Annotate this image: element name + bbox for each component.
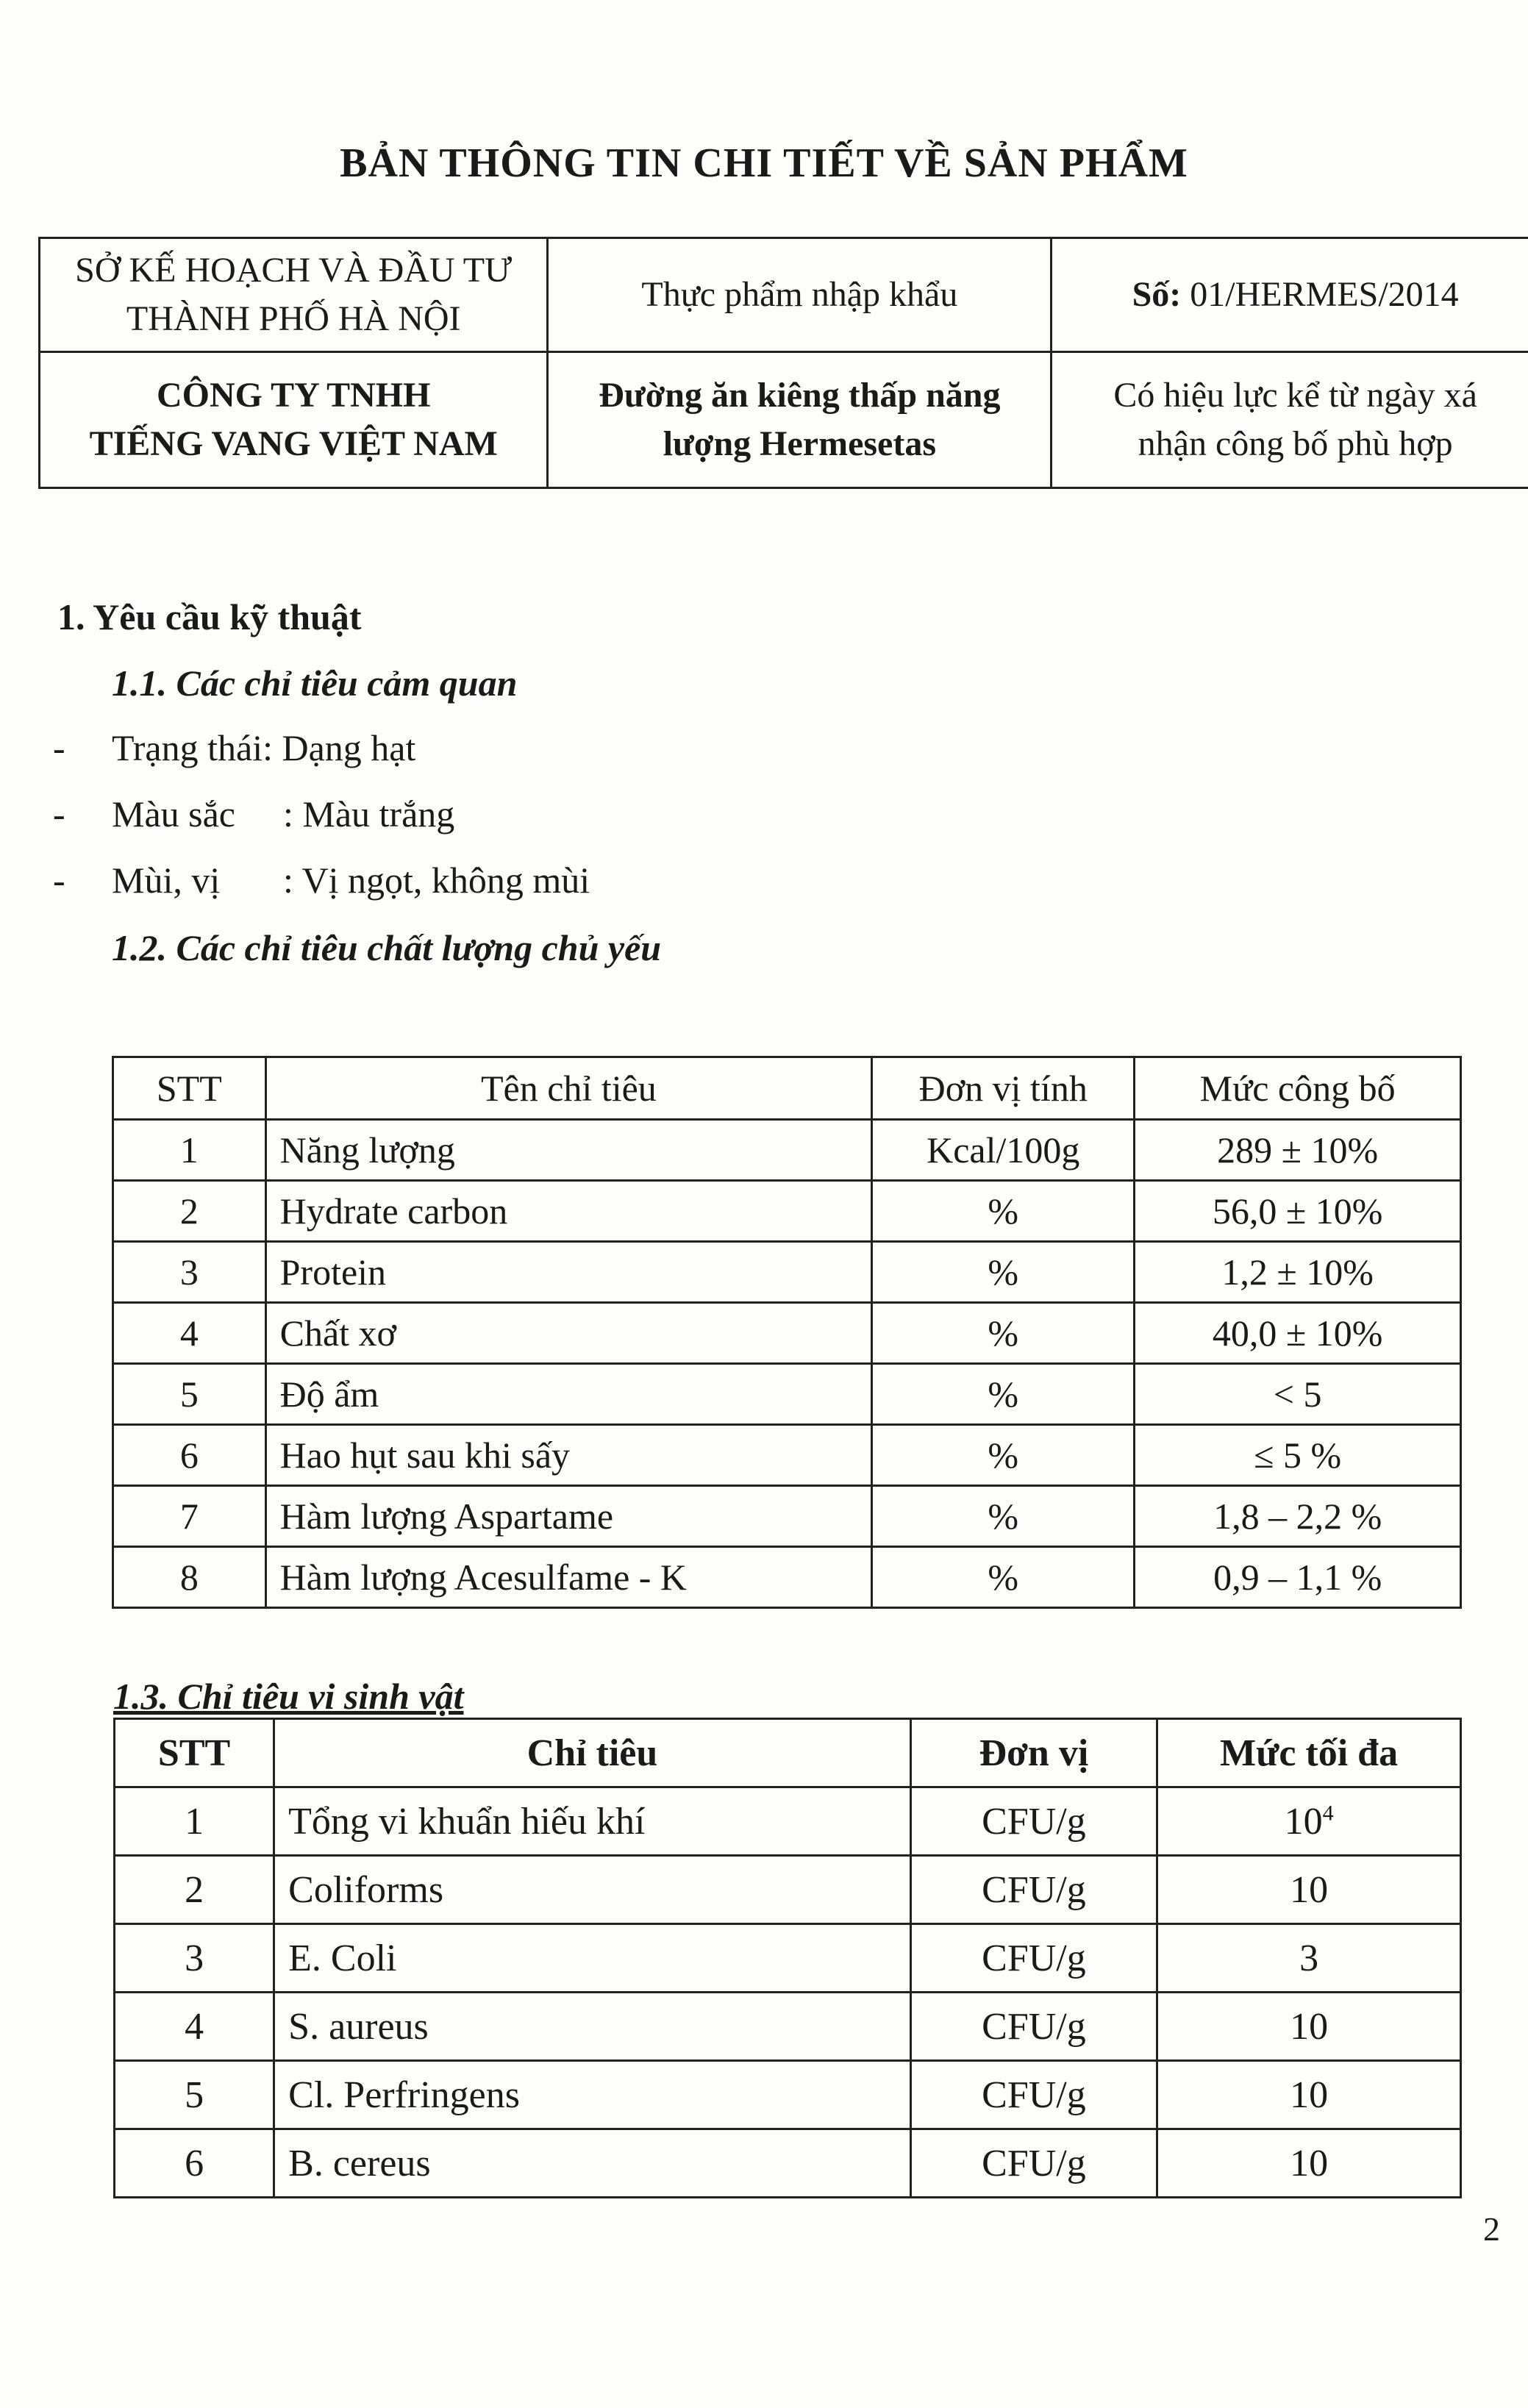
table-row <box>113 1242 1461 1303</box>
table-row <box>113 1486 1461 1547</box>
cell-unit: % <box>872 1425 1135 1486</box>
bullet-dash: - <box>53 727 65 768</box>
cell-name: B. cereus <box>274 2129 911 2198</box>
section-1-1-title: 1.1. Các chỉ tiêu cảm quan <box>112 662 518 704</box>
cell-stt: 6 <box>115 2129 274 2198</box>
agency-cell <box>40 238 548 352</box>
cell-unit: Kcal/100g <box>872 1120 1135 1181</box>
header-table <box>38 237 1528 489</box>
cell-unit: % <box>872 1242 1135 1303</box>
cell-stt: 1 <box>115 1787 274 1856</box>
cell-name: Chất xơ <box>265 1303 872 1364</box>
cell-value: ≤ 5 % <box>1135 1425 1461 1486</box>
cell-name: S. aureus <box>274 1993 911 2061</box>
number-label: Số: <box>1132 275 1182 314</box>
validity-cell <box>1052 352 1528 488</box>
cell-name: Hao hụt sau khi sấy <box>265 1425 872 1486</box>
header-cell: Đơn vị <box>910 1719 1157 1787</box>
cell-name: Hydrate carbon <box>265 1181 872 1242</box>
cell-stt: 3 <box>113 1242 266 1303</box>
company-line1: CÔNG TY TNHH <box>156 376 431 415</box>
header-cell: STT <box>115 1719 274 1787</box>
cell-unit: % <box>872 1303 1135 1364</box>
micro-table <box>113 1718 1462 2198</box>
company-line2: TIẾNG VANG VIỆT NAM <box>89 424 498 463</box>
bullet-dash: - <box>53 793 65 835</box>
cell-name: Cl. Perfringens <box>274 2061 911 2129</box>
validity-line2: nhận công bố phù hợp <box>1138 424 1453 463</box>
cell-value: 0,9 – 1,1 % <box>1135 1547 1461 1608</box>
category-cell: Thực phẩm nhập khẩu <box>548 238 1052 352</box>
cell-value: 1,8 – 2,2 % <box>1135 1486 1461 1547</box>
table-header-row <box>115 1719 1461 1787</box>
cell-value: 3 <box>1157 1924 1461 1993</box>
table-row <box>113 1181 1461 1242</box>
cell-stt: 3 <box>115 1924 274 1993</box>
cell-value: 56,0 ± 10% <box>1135 1181 1461 1242</box>
cell-value: 40,0 ± 10% <box>1135 1303 1461 1364</box>
cell-stt: 5 <box>113 1364 266 1425</box>
table-row <box>115 1787 1461 1856</box>
table-row <box>113 1120 1461 1181</box>
cell-stt: 5 <box>115 2061 274 2129</box>
cell-name: Hàm lượng Aspartame <box>265 1486 872 1547</box>
document-title: BẢN THÔNG TIN CHI TIẾT VỀ SẢN PHẨM <box>340 140 1188 186</box>
page-number: 2 <box>1483 2210 1500 2248</box>
table-row <box>115 1924 1461 1993</box>
quality-table <box>112 1056 1462 1609</box>
sensory-color-label: Màu sắc <box>112 793 235 835</box>
number-cell <box>1052 238 1528 352</box>
table-row <box>113 1303 1461 1364</box>
cell-unit: % <box>872 1364 1135 1425</box>
cell-unit: CFU/g <box>910 2061 1157 2129</box>
cell-value: 1,2 ± 10% <box>1135 1242 1461 1303</box>
header-cell: STT <box>113 1057 266 1120</box>
product-line2: lượng Hermesetas <box>663 424 937 463</box>
sensory-state: Trạng thái: Dạng hạt <box>112 727 416 768</box>
header-cell: Mức công bố <box>1135 1057 1461 1120</box>
cell-unit: CFU/g <box>910 1856 1157 1924</box>
table-row <box>115 2129 1461 2198</box>
cell-value: 10 <box>1157 2061 1461 2129</box>
product-cell <box>548 352 1052 488</box>
table-row <box>115 1856 1461 1924</box>
validity-line1: Có hiệu lực kể từ ngày xá <box>1113 376 1477 415</box>
bullet-dash: - <box>53 860 65 901</box>
cell-stt: 2 <box>113 1181 266 1242</box>
cell-name: Protein <box>265 1242 872 1303</box>
table-header-row <box>113 1057 1461 1120</box>
sensory-color-value: : Màu trắng <box>283 793 455 835</box>
cell-stt: 6 <box>113 1425 266 1486</box>
header-cell: Đơn vị tính <box>872 1057 1135 1120</box>
cell-stt: 7 <box>113 1486 266 1547</box>
cell-name: Coliforms <box>274 1856 911 1924</box>
cell-stt: 4 <box>115 1993 274 2061</box>
cell-unit: CFU/g <box>910 1993 1157 2061</box>
cell-unit: % <box>872 1486 1135 1547</box>
cell-unit: CFU/g <box>910 1787 1157 1856</box>
cell-stt: 4 <box>113 1303 266 1364</box>
section-1-3-title-text: 1.3. Chỉ tiêu vi sinh vật <box>113 1676 464 1717</box>
section-1-3-title <box>113 1675 463 1718</box>
cell-value-base: 10 <box>1284 1800 1323 1843</box>
table-row <box>113 1364 1461 1425</box>
cell-name: Độ ẩm <box>265 1364 872 1425</box>
product-line1: Đường ăn kiêng thấp năng <box>599 376 1001 415</box>
cell-value: 10 <box>1157 2129 1461 2198</box>
section-1-title: 1. Yêu cầu kỹ thuật <box>57 596 362 637</box>
cell-value: 10 <box>1157 1856 1461 1924</box>
agency-line1: SỞ KẾ HOẠCH VÀ ĐẦU TƯ <box>75 251 513 290</box>
cell-unit: CFU/g <box>910 2129 1157 2198</box>
sensory-taste-label: Mùi, vị <box>112 860 221 901</box>
cell-name: E. Coli <box>274 1924 911 1993</box>
cell-name: Năng lượng <box>265 1120 872 1181</box>
number-value: 01/HERMES/2014 <box>1181 275 1459 314</box>
table-row <box>113 1425 1461 1486</box>
cell-name: Tổng vi khuẩn hiếu khí <box>274 1787 911 1856</box>
header-cell: Tên chỉ tiêu <box>265 1057 872 1120</box>
cell-value: 10 <box>1157 1993 1461 2061</box>
cell-unit: % <box>872 1547 1135 1608</box>
company-cell <box>40 352 548 488</box>
table-row <box>113 1547 1461 1608</box>
cell-stt: 2 <box>115 1856 274 1924</box>
cell-value <box>1157 1787 1461 1856</box>
header-cell: Mức tối đa <box>1157 1719 1461 1787</box>
cell-unit: % <box>872 1181 1135 1242</box>
cell-value: 289 ± 10% <box>1135 1120 1461 1181</box>
header-cell: Chỉ tiêu <box>274 1719 911 1787</box>
table-row <box>115 1993 1461 2061</box>
cell-stt: 1 <box>113 1120 266 1181</box>
cell-unit: CFU/g <box>910 1924 1157 1993</box>
cell-stt: 8 <box>113 1547 266 1608</box>
sensory-taste-value: : Vị ngọt, không mùi <box>283 860 590 901</box>
cell-value-exponent: 4 <box>1322 1801 1334 1826</box>
cell-name: Hàm lượng Acesulfame - K <box>265 1547 872 1608</box>
table-row <box>115 2061 1461 2129</box>
agency-line2: THÀNH PHỐ HÀ NỘI <box>126 299 461 338</box>
section-1-2-title: 1.2. Các chỉ tiêu chất lượng chủ yếu <box>112 927 662 968</box>
cell-value: < 5 <box>1135 1364 1461 1425</box>
